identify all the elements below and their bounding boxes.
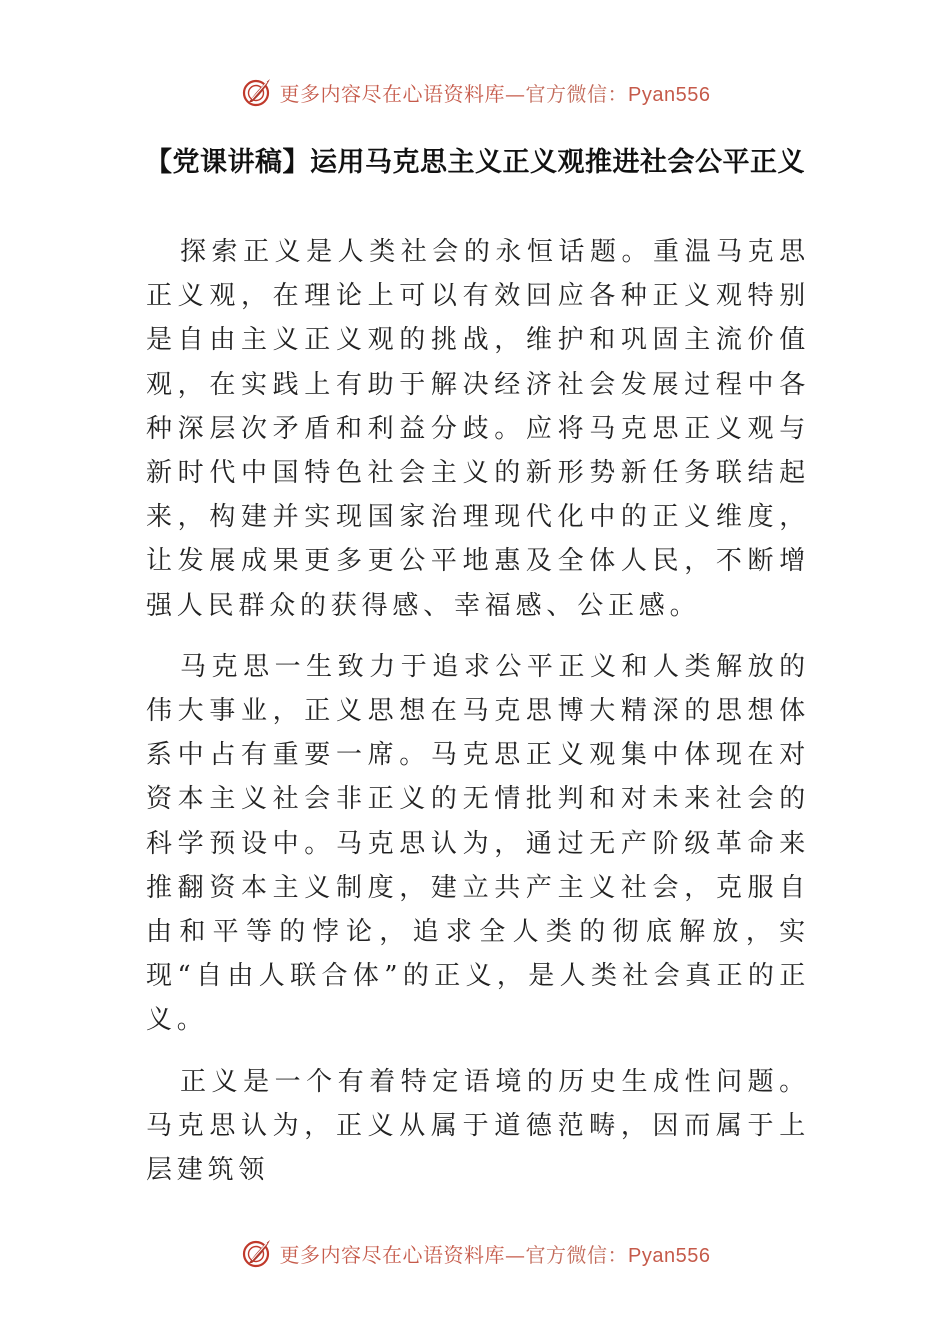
header-watermark [0, 72, 950, 112]
watermark-dash: — [505, 1242, 526, 1267]
footer-watermark [0, 1233, 950, 1273]
body-paragraph-2: 马克思一生致力于追求公平正义和人类解放的伟大事业，正义思想在马克思博大精深的思想体系中占有重要一席。马克思正义观集中体现在对资本主义社会非正义的无情批判和对未来社会的科学预设中。马克思认为，通过无产阶级革命来推翻资本主义制度，建立共产主义社会，克服自由和平等的悖论，追求全人类的彻底解放，实现“自由人联合体”的正义，是人类社会真正的正义。 [146, 651, 810, 1036]
quill-pen-circle-icon [240, 75, 274, 109]
watermark-main-text: 更多内容尽在心语资料库 [279, 81, 506, 106]
body-paragraph-3: 正义是一个有着特定语境的历史生成性问题。马克思认为，正义从属于道德范畴，因而属于上层建筑领 [146, 1066, 810, 1186]
watermark-text [280, 1239, 711, 1268]
watermark-wechat-label: 官方微信： [525, 81, 629, 106]
watermark-wechat-label: 官方微信： [525, 1242, 629, 1267]
watermark-text [280, 78, 711, 107]
document-title: 【党课讲稿】运用马克思主义正义观推进社会公平正义 [145, 147, 805, 178]
watermark-wechat-id: Pyan556 [628, 1244, 711, 1267]
watermark-main-text: 更多内容尽在心语资料库 [279, 1242, 506, 1267]
watermark-dash: — [505, 81, 526, 106]
document-body [146, 230, 810, 1192]
body-paragraph-1: 探索正义是人类社会的永恒话题。重温马克思正义观，在理论上可以有效回应各种正义观特别是自由主义正义观的挑战，维护和巩固主流价值观，在实践上有助于解决经济社会发展过程中各种深层次矛盾和利益分歧。应将马克思正义观与新时代中国特色社会主义的新形势新任务联结起来，构建并实现国家治理现代化中的正义维度，让发展成果更多更公平地惠及全体人民，不断增强人民群众的获得感、幸福感、公正感。 [146, 237, 810, 621]
quill-pen-circle-icon [240, 1236, 274, 1270]
watermark-wechat-id: Pyan556 [628, 83, 711, 106]
